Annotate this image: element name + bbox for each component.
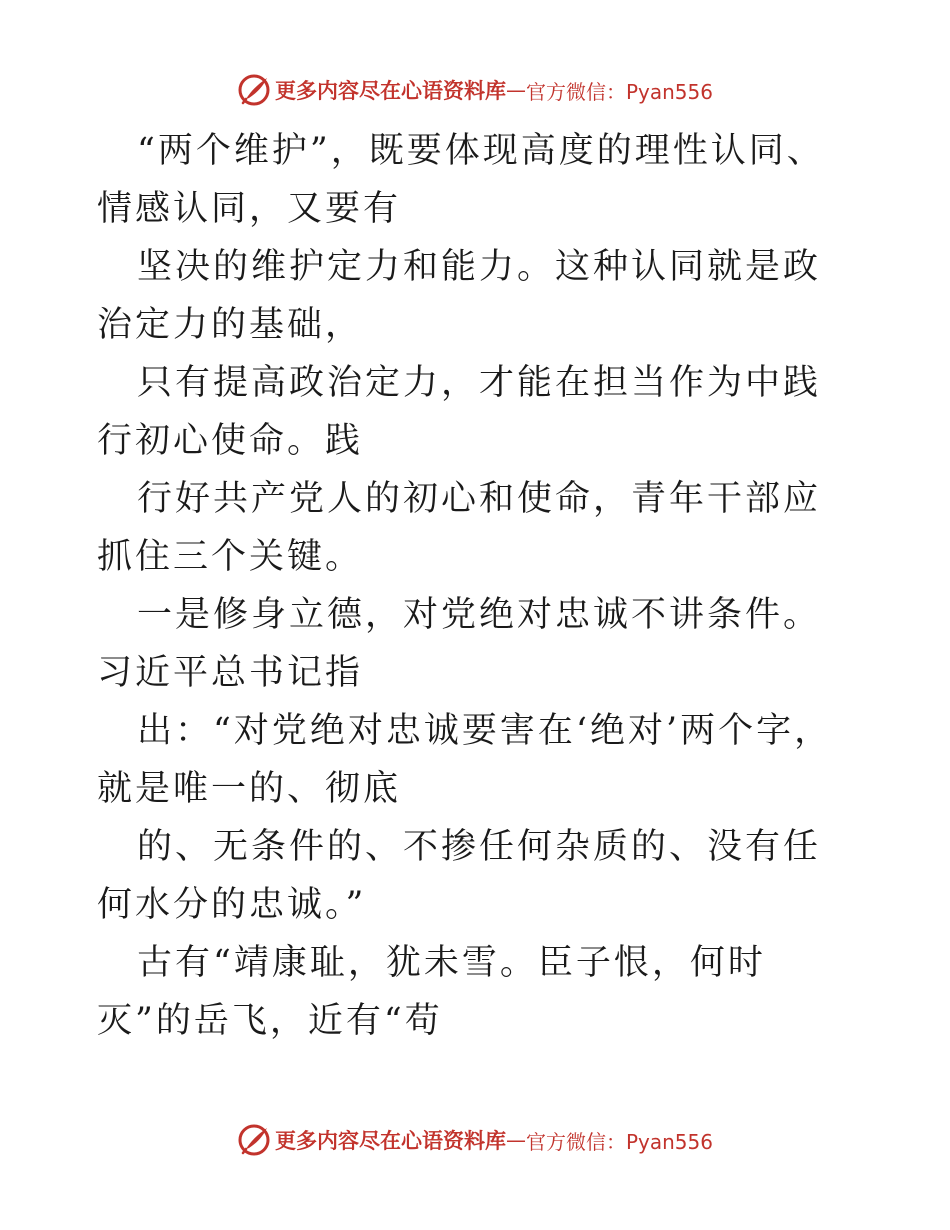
header-separator: — (505, 78, 526, 102)
feather-pen-logo-icon (237, 1123, 271, 1157)
footer-contact-text: 官方微信：Pyan556 (525, 1129, 713, 1154)
footer-separator: — (505, 1128, 526, 1152)
header-contact-text: 官方微信：Pyan556 (525, 79, 713, 104)
paragraph-3: 只有提高政治定力，才能在担当作为中践行初心使命。践 (97, 363, 822, 461)
paragraph-4: 行好共产党人的初心和使命，青年干部应抓住三个关键。 (97, 479, 822, 577)
paragraph-8: 古有“靖康耻，犹未雪。臣子恨，何时灭”的岳飞，近有“苟 (97, 943, 766, 1041)
document-body (97, 122, 857, 1050)
footer-watermark (0, 1120, 950, 1160)
paragraph-5: 一是修身立德，对党绝对忠诚不讲条件。习近平总书记指 (97, 595, 822, 693)
paragraph-7: 的、无条件的、不掺任何杂质的、没有任何水分的忠诚。” (97, 827, 822, 925)
paragraph-6: 出：“对党绝对忠诚要害在‘绝对’两个字，就是唯一的、彻底 (97, 711, 833, 809)
paragraph-1: “两个维护”，既要体现高度的理性认同、情感认同，又要有 (97, 131, 825, 229)
footer-brand-text: 更多内容尽在心语资料库 (274, 1128, 506, 1153)
header-brand-text: 更多内容尽在心语资料库 (274, 78, 506, 103)
feather-pen-logo-icon (237, 73, 271, 107)
paragraph-2: 坚决的维护定力和能力。这种认同就是政治定力的基础， (97, 247, 822, 345)
header-watermark (0, 70, 950, 110)
